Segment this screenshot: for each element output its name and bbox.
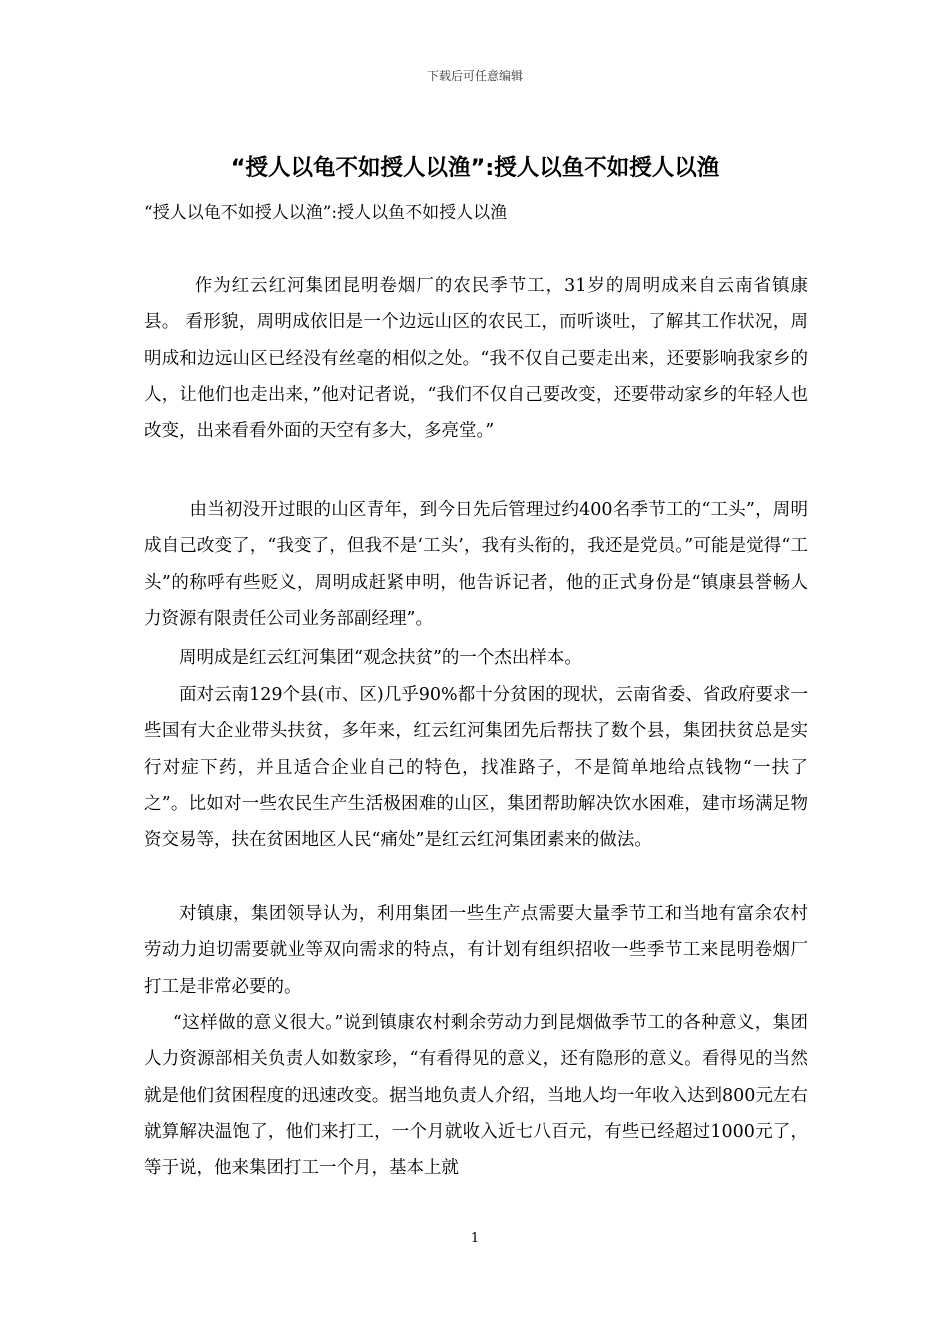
document-subtitle: “授人以龟不如授人以渔”:授人以鱼不如授人以渔 — [144, 203, 508, 223]
document-title: “授人以龟不如授人以渔”:授人以鱼不如授人以渔 — [230, 155, 720, 181]
paragraph: 面对云南129个县(市、区)几乎90%都十分贫困的现状，云南省委、省政府要求一些国有大企业带头扶贫，多年来，红云红河集团先后帮扶了数个县，集团扶贫总是实行对症下药，并且适合企业自己的特色，找准路子，不是简单地给点钱物“一扶了之”。比如对一些农民生产生活极困难的山区，集团帮助解决饮水困难，建市场满足物资交易等，扶在贫困地区人民“痛处”是红云红河集团素来的做法。 — [144, 685, 808, 851]
paragraph: 对镇康，集团领导认为，利用集团一些生产点需要大量季节工和当地有富余农村劳动力迫切需要就业等双向需求的特点，有计划有组织招收一些季节工来昆明卷烟厂打工是非常必要的。 — [144, 904, 808, 997]
paragraph: 由当初没开过眼的山区青年，到今日先后管理过约400名季节工的“工头”，周明成自己改变了，“我变了，但我不是‘工头’，我有头衔的，我还是党员。”可能是觉得“工头”的称呼有些贬义，周明成赶紧申明，他告诉记者，他的正式身份是“镇康县誉畅人力资源有限责任公司业务部副经理”。 — [144, 500, 808, 629]
header-note: 下载后可任意编辑 — [426, 69, 523, 83]
paragraph: 作为红云红河集团昆明卷烟厂的农民季节工，31岁的周明成来自云南省镇康县。 看形貌，周明成依旧是一个边远山区的农民工，而听谈吐，了解其工作状况，周明成和边远山区已经没有丝毫的相似之处。“我不仅自己要走出来，还要影响我家乡的人，让他们也走出来，”他对记者说，“我们不仅自己要改变，还要带动家乡的年轻人也改变，出来看看外面的天空有多大，多亮堂。” — [144, 276, 808, 442]
paragraph: “这样做的意义很大。”说到镇康农村剩余劳动力到昆烟做季节工的各种意义，集团人力资源部相关负责人如数家珍，“有看得见的意义，还有隐形的意义。看得见的当然就是他们贫困程度的迅速改变。据当地负责人介绍，当地人均一年收入达到800元左右就算解决温饱了，他们来打工，一个月就收入近七八百元，有些已经超过1000元了，等于说，他来集团打工一个月，基本上就 — [144, 1013, 808, 1179]
page-number: 1 — [470, 1231, 480, 1246]
paragraph: 周明成是红云红河集团“观念扶贫”的一个杰出样本。 — [179, 648, 582, 668]
